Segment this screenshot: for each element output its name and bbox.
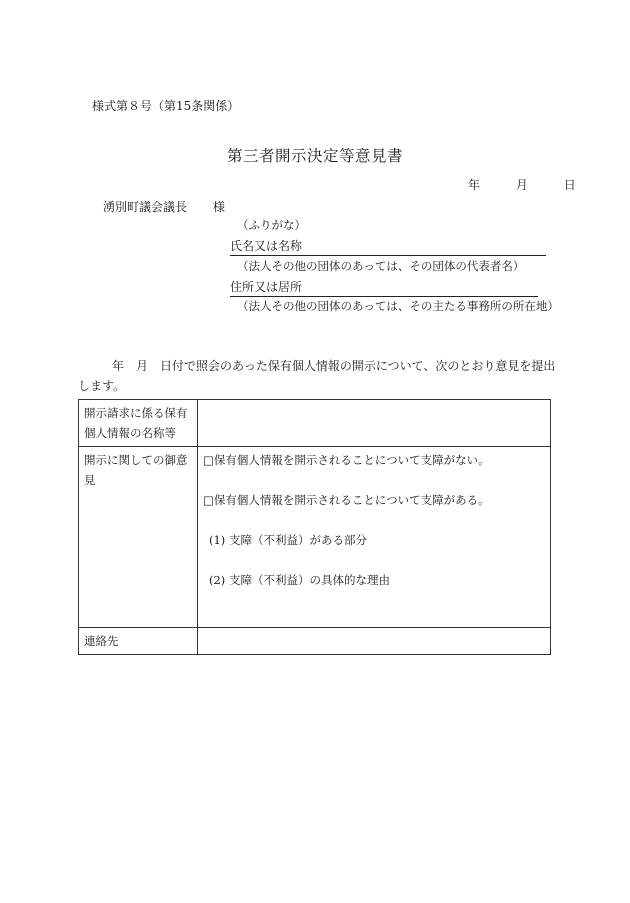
name-note: （法人その他の団体のあっては、その団体の代表者名） bbox=[237, 259, 525, 273]
date-year: 年 bbox=[468, 178, 481, 192]
name-label: 氏名又は名称 bbox=[230, 239, 303, 253]
date-line bbox=[468, 176, 576, 193]
name-field[interactable] bbox=[230, 237, 546, 256]
document-title: 第三者開示決定等意見書 bbox=[226, 147, 403, 165]
date-month: 月 bbox=[515, 178, 528, 192]
opinion-cell bbox=[198, 447, 551, 628]
contact-label: 連絡先 bbox=[79, 628, 198, 655]
hindrance-reason-item: (2) 支障（不利益）の具体的な理由 bbox=[209, 573, 390, 587]
addressee-honorific: 様 bbox=[213, 200, 226, 214]
address-note: （法人その他の団体のあっては、その主たる事務所の所在地） bbox=[237, 299, 559, 313]
hindrance-part-item: (1) 支障（不利益）がある部分 bbox=[209, 533, 367, 547]
table-row-info-name bbox=[79, 400, 551, 447]
date-day: 日 bbox=[563, 178, 576, 192]
intro-paragraph bbox=[78, 356, 556, 396]
address-field[interactable] bbox=[230, 278, 538, 297]
address-label: 住所又は居所 bbox=[230, 280, 303, 294]
table-row-opinion bbox=[79, 447, 551, 628]
addressee-name: 湧別町議会議長 bbox=[103, 200, 188, 214]
furigana-label: （ふりがな） bbox=[237, 218, 306, 232]
contact-cell[interactable] bbox=[198, 628, 551, 655]
info-name-label: 開示請求に係る保有個人情報の名称等 bbox=[79, 400, 198, 447]
addressee bbox=[103, 198, 225, 215]
opinion-table bbox=[78, 399, 551, 655]
option-no-hindrance[interactable]: □保有個人情報を開示されることについて支障がない。 bbox=[203, 453, 490, 467]
form-number: 様式第８号（第15条関係） bbox=[92, 99, 240, 113]
table-row-contact bbox=[79, 628, 551, 655]
intro-line-1: 年 月 日付で照会のあった保有個人情報の開示について、次のとおり意見を提出 bbox=[112, 359, 556, 373]
info-name-cell[interactable] bbox=[198, 400, 551, 447]
opinion-label: 開示に関しての御意見 bbox=[79, 447, 198, 628]
option-hindrance[interactable]: □保有個人情報を開示されることについて支障がある。 bbox=[203, 493, 490, 507]
intro-line-2: します。 bbox=[78, 379, 126, 393]
